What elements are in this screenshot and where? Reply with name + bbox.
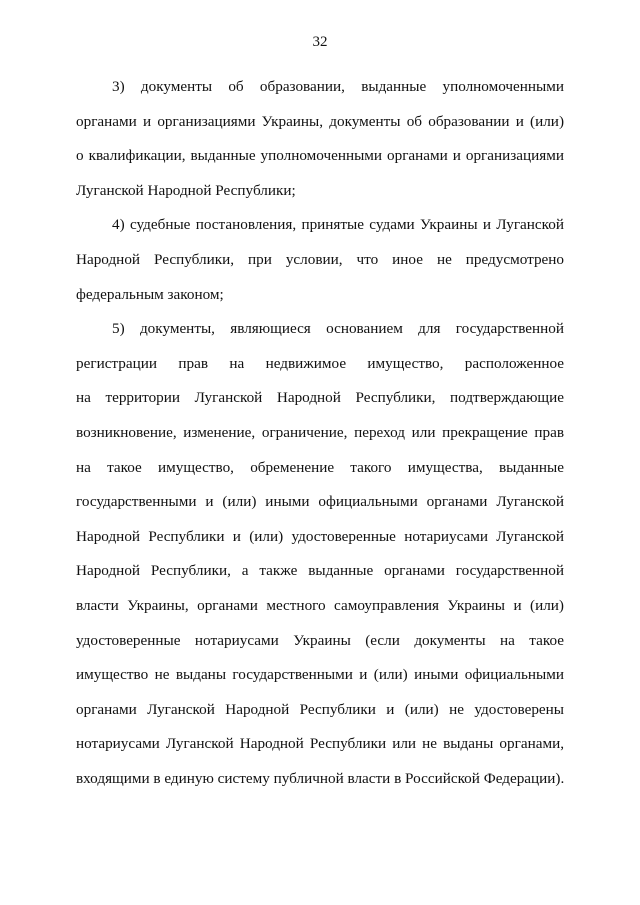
- text-line: регистрации прав на недвижимое имущество, расположенное: [76, 354, 564, 372]
- text-line: органами и организациями Украины, документы об образовании и (или): [76, 112, 564, 130]
- text-line: государственными и (или) иными официальными органами Луганской: [76, 493, 564, 511]
- text-line: Луганской Народной Республики;: [76, 181, 296, 199]
- text-line: Народной Республики, а также выданные органами государственной: [76, 562, 564, 580]
- paragraph-first-line: 3) документы об образовании, выданные уполномоченными: [112, 78, 564, 95]
- paragraph-first-line: 4) судебные постановления, принятые судами Украины и Луганской: [112, 216, 564, 234]
- text-line: на такое имущество, обременение такого имущества, выданные: [76, 458, 564, 476]
- text-line: удостоверенные нотариусами Украины (если документы на такое: [76, 631, 564, 649]
- text-line: о квалификации, выданные уполномоченными органами и организациями: [76, 147, 564, 165]
- text-line: Народной Республики, при условии, что иное не предусмотрено: [76, 250, 564, 268]
- text-line: федеральным законом;: [76, 285, 224, 303]
- text-line: входящими в единую систему публичной власти в Российской Федерации).: [76, 769, 564, 787]
- text-line: возникновение, изменение, ограничение, переход или прекращение прав: [76, 423, 564, 441]
- text-line: органами Луганской Народной Республики и (или) не удостоверены: [76, 700, 564, 718]
- document-body: [76, 70, 564, 796]
- text-line: нотариусами Луганской Народной Республики или не выданы органами,: [76, 735, 564, 753]
- text-line: Народной Республики и (или) удостоверенные нотариусами Луганской: [76, 527, 564, 545]
- page-number: 32: [312, 34, 328, 50]
- paragraph-first-line: 5) документы, являющиеся основанием для государственной: [112, 320, 564, 338]
- text-line: на территории Луганской Народной Республики, подтверждающие: [76, 389, 564, 407]
- text-line: власти Украины, органами местного самоуправления Украины и (или): [76, 596, 564, 614]
- text-line: имущество не выданы государственными и (или) иными официальными: [76, 666, 564, 684]
